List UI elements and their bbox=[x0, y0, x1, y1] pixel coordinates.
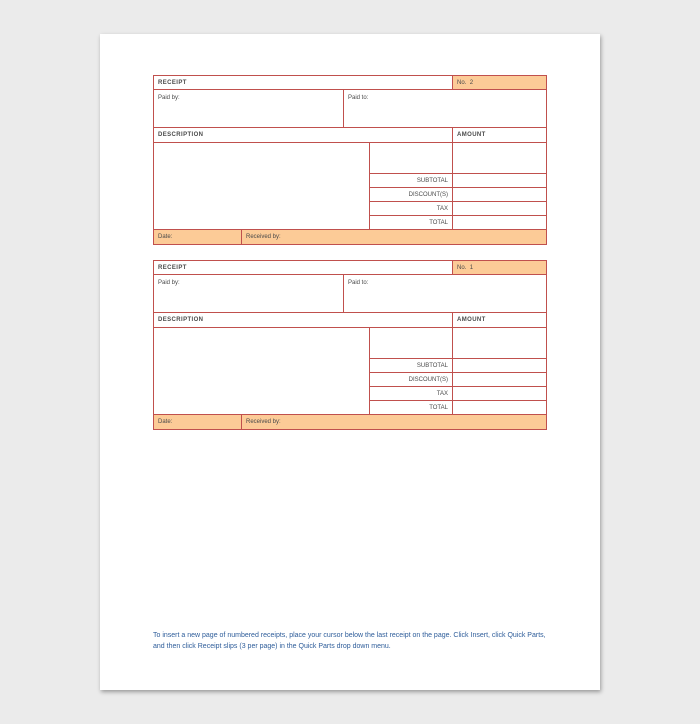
receipt-title: RECEIPT bbox=[154, 261, 453, 275]
date-field[interactable]: Date: bbox=[154, 415, 242, 430]
subtotal-label: SUBTOTAL bbox=[370, 359, 453, 373]
receipt-slip bbox=[153, 260, 546, 430]
subtotal-label: SUBTOTAL bbox=[370, 174, 453, 188]
receipt-slip bbox=[153, 75, 546, 245]
document-page bbox=[100, 34, 600, 690]
discounts-value[interactable] bbox=[453, 373, 547, 387]
total-label: TOTAL bbox=[370, 216, 453, 230]
discounts-value[interactable] bbox=[453, 188, 547, 202]
paid-by-field[interactable]: Paid by: bbox=[154, 275, 344, 313]
receipt-title: RECEIPT bbox=[154, 76, 453, 90]
amount-cell[interactable] bbox=[453, 143, 547, 174]
instruction-note: To insert a new page of numbered receipts, place your cursor below the last receipt on the page. Click Insert, click Quick Parts, and then click Receipt slips (3 per page) in the Quick Parts drop down menu. bbox=[153, 632, 546, 650]
line-item-cell[interactable] bbox=[370, 328, 453, 359]
date-field[interactable]: Date: bbox=[154, 230, 242, 245]
tax-label: TAX bbox=[370, 387, 453, 401]
amount-header: AMOUNT bbox=[453, 313, 547, 328]
subtotal-value[interactable] bbox=[453, 359, 547, 373]
tax-label: TAX bbox=[370, 202, 453, 216]
discounts-label: DISCOUNT(S) bbox=[370, 188, 453, 202]
received-by-field[interactable]: Received by: bbox=[242, 415, 547, 430]
discounts-label: DISCOUNT(S) bbox=[370, 373, 453, 387]
amount-header: AMOUNT bbox=[453, 128, 547, 143]
total-label: TOTAL bbox=[370, 401, 453, 415]
total-value[interactable] bbox=[453, 216, 547, 230]
description-field[interactable] bbox=[154, 328, 370, 415]
tax-value[interactable] bbox=[453, 202, 547, 216]
paid-by-field[interactable]: Paid by: bbox=[154, 90, 344, 128]
receipt-number: No. 2 bbox=[453, 76, 547, 90]
total-value[interactable] bbox=[453, 401, 547, 415]
description-field[interactable] bbox=[154, 143, 370, 230]
amount-cell[interactable] bbox=[453, 328, 547, 359]
description-header: DESCRIPTION bbox=[154, 128, 453, 143]
paid-to-field[interactable]: Paid to: bbox=[344, 275, 547, 313]
subtotal-value[interactable] bbox=[453, 174, 547, 188]
receipt-number: No. 1 bbox=[453, 261, 547, 275]
paid-to-field[interactable]: Paid to: bbox=[344, 90, 547, 128]
description-header: DESCRIPTION bbox=[154, 313, 453, 328]
tax-value[interactable] bbox=[453, 387, 547, 401]
receipt-table bbox=[153, 75, 547, 245]
line-item-cell[interactable] bbox=[370, 143, 453, 174]
received-by-field[interactable]: Received by: bbox=[242, 230, 547, 245]
receipt-table bbox=[153, 260, 547, 430]
